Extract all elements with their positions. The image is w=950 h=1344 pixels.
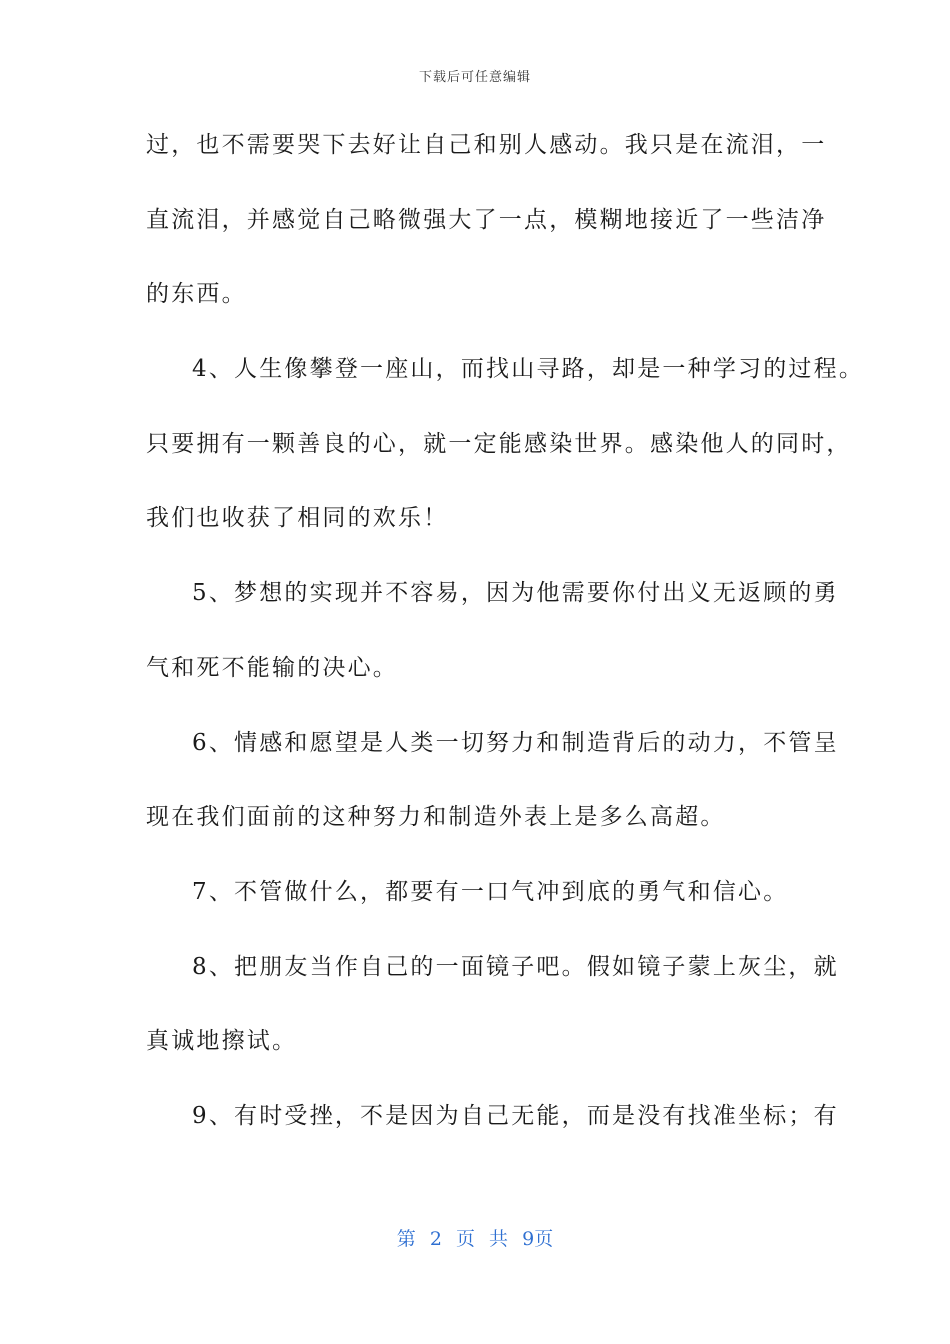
page-header: 下载后可任意编辑	[418, 70, 531, 85]
text-line-8: 气和死不能输的决心。	[146, 654, 398, 681]
text-line-4: 4、人生像攀登一座山，而找山寻路，却是一种学习的过程。	[192, 356, 865, 383]
text-line-10: 现在我们面前的这种努力和制造外表上是多么高超。	[146, 804, 726, 831]
document-body	[146, 120, 865, 1166]
footer-total-word: 共	[489, 1228, 509, 1250]
page-footer	[0, 1224, 950, 1251]
text-line-6: 我们也收获了相同的欢乐！	[146, 505, 449, 532]
footer-total-pages: 9页	[522, 1228, 554, 1250]
text-line-5: 只要拥有一颗善良的心，就一定能感染世界。感染他人的同时，	[146, 430, 852, 457]
text-line-14: 9、有时受挫，不是因为自己无能，而是没有找准坐标；有	[192, 1102, 839, 1129]
text-line-12: 8、把朋友当作自己的一面镜子吧。假如镜子蒙上灰尘，就	[192, 953, 839, 980]
footer-current-page: 2	[429, 1228, 442, 1250]
text-line-13: 真诚地擦试。	[146, 1028, 298, 1055]
text-line-9: 6、情感和愿望是人类一切努力和制造背后的动力，不管呈	[192, 729, 839, 756]
text-line-1: 过，也不需要哭下去好让自己和别人感动。我只是在流泪，一	[146, 132, 827, 158]
text-line-2: 直流泪，并感觉自己略微强大了一点，模糊地接近了一些洁净	[146, 206, 827, 233]
footer-prefix: 第	[396, 1228, 416, 1250]
text-line-3: 的东西。	[146, 281, 247, 308]
text-line-11: 7、不管做什么，都要有一口气冲到底的勇气和信心。	[192, 878, 789, 905]
footer-page-word: 页	[455, 1228, 475, 1250]
text-line-7: 5、梦想的实现并不容易，因为他需要你付出义无返顾的勇	[192, 580, 839, 607]
